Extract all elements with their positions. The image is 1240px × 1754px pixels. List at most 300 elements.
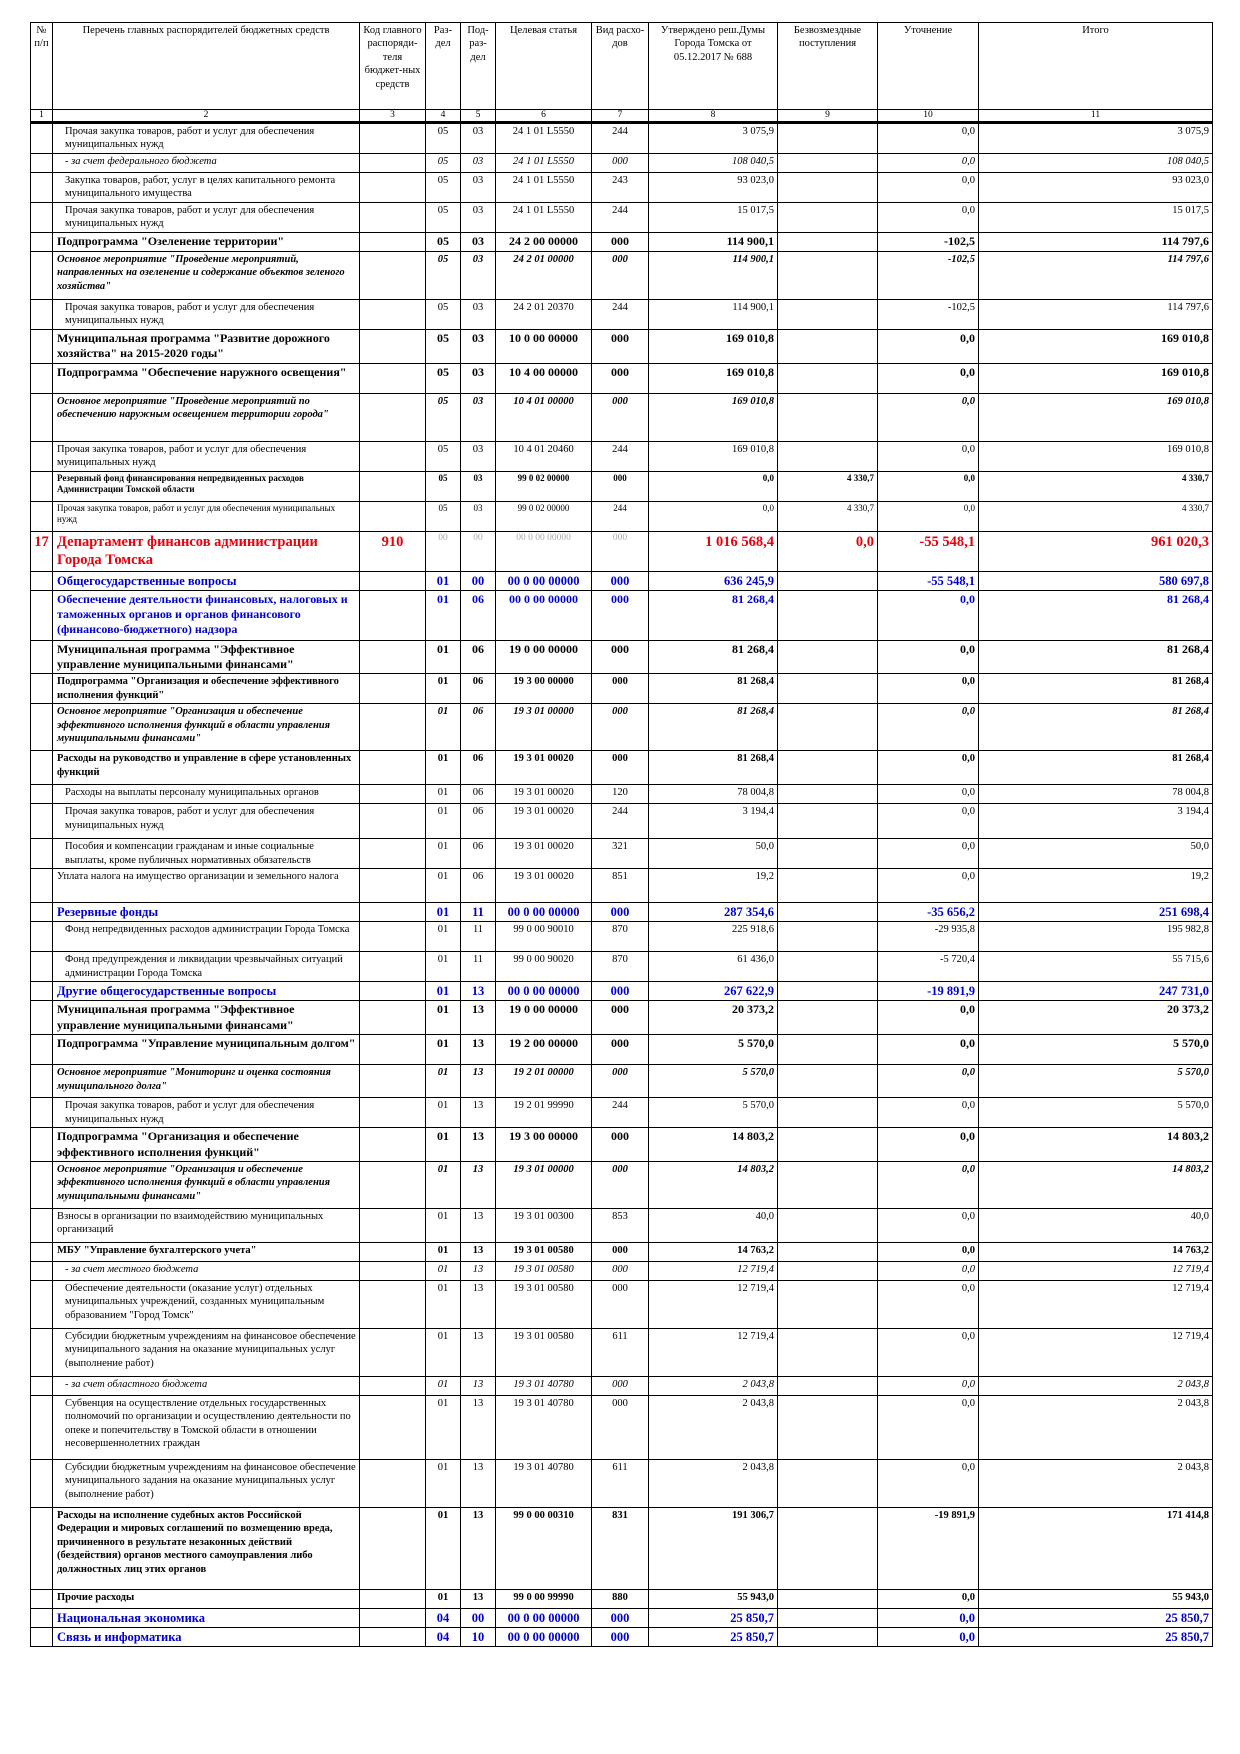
section-code: 01 [426, 1328, 461, 1376]
subsection-code: 13 [461, 1589, 496, 1608]
grant-receipts [778, 804, 878, 839]
adjustment-amount: 0,0 [878, 640, 979, 674]
subsection-code: 13 [461, 1376, 496, 1395]
grant-receipts [778, 1208, 878, 1242]
chief-code [360, 952, 426, 982]
header-cell: Утверждено реш.Думы Города Томска от 05.12.2017 № 688 [649, 23, 778, 110]
approved-amount: 108 040,5 [649, 154, 778, 173]
target-article: 19 2 00 00000 [496, 1035, 592, 1065]
approved-amount: 40,0 [649, 1208, 778, 1242]
grant-receipts [778, 441, 878, 471]
chief-code [360, 1459, 426, 1507]
grant-receipts [778, 1261, 878, 1280]
table-row [31, 1098, 1213, 1128]
section-code: 05 [426, 393, 461, 441]
grant-receipts [778, 571, 878, 590]
subsection-code: 10 [461, 1627, 496, 1646]
header-cell: Перечень главных распорядителей бюджетных средств [53, 23, 360, 110]
row-number [31, 1128, 53, 1162]
section-code: 00 [426, 531, 461, 571]
section-code: 05 [426, 363, 461, 393]
section-code: 01 [426, 751, 461, 785]
total-amount: 5 570,0 [979, 1098, 1213, 1128]
table-row [31, 1065, 1213, 1098]
total-amount: 93 023,0 [979, 173, 1213, 203]
chief-code [360, 590, 426, 640]
table-row [31, 922, 1213, 952]
section-code: 04 [426, 1608, 461, 1627]
chief-code [360, 869, 426, 903]
expense-type: 000 [592, 363, 649, 393]
adjustment-amount: 0,0 [878, 1608, 979, 1627]
chief-code [360, 804, 426, 839]
approved-amount: 2 043,8 [649, 1459, 778, 1507]
section-code: 01 [426, 1280, 461, 1328]
subsection-code: 13 [461, 1280, 496, 1328]
section-code: 05 [426, 330, 461, 364]
table-row [31, 1208, 1213, 1242]
expense-type: 244 [592, 1098, 649, 1128]
grant-receipts [778, 1001, 878, 1035]
table-row [31, 571, 1213, 590]
subsection-code: 06 [461, 751, 496, 785]
approved-amount: 14 803,2 [649, 1128, 778, 1162]
approved-amount: 169 010,8 [649, 330, 778, 364]
chief-code [360, 571, 426, 590]
expense-type: 244 [592, 123, 649, 154]
expense-type: 000 [592, 640, 649, 674]
chief-code [360, 1280, 426, 1328]
total-amount: 114 797,6 [979, 300, 1213, 330]
target-article: 19 3 01 00020 [496, 751, 592, 785]
expense-type: 611 [592, 1459, 649, 1507]
row-number [31, 1328, 53, 1376]
row-number [31, 1589, 53, 1608]
total-amount: 55 943,0 [979, 1589, 1213, 1608]
section-code: 01 [426, 982, 461, 1001]
grant-receipts [778, 1507, 878, 1589]
grant-receipts [778, 922, 878, 952]
expense-type: 000 [592, 233, 649, 252]
approved-amount: 287 354,6 [649, 903, 778, 922]
expense-type: 000 [592, 1376, 649, 1395]
column-number: 4 [426, 110, 461, 123]
total-amount: 4 330,7 [979, 501, 1213, 531]
table-row [31, 1395, 1213, 1459]
approved-amount: 114 900,1 [649, 233, 778, 252]
chief-code [360, 922, 426, 952]
subsection-code: 13 [461, 1208, 496, 1242]
approved-amount: 191 306,7 [649, 1507, 778, 1589]
subsection-code: 11 [461, 903, 496, 922]
column-number: 3 [360, 110, 426, 123]
chief-code [360, 1608, 426, 1627]
chief-code [360, 1098, 426, 1128]
row-name: Закупка товаров, работ, услуг в целях капитального ремонта муниципального имущества [53, 173, 360, 203]
approved-amount: 93 023,0 [649, 173, 778, 203]
table-row [31, 869, 1213, 903]
total-amount: 2 043,8 [979, 1395, 1213, 1459]
subsection-code: 13 [461, 1261, 496, 1280]
subsection-code: 13 [461, 1161, 496, 1208]
grant-receipts [778, 982, 878, 1001]
total-amount: 169 010,8 [979, 363, 1213, 393]
subsection-code: 03 [461, 173, 496, 203]
table-row [31, 1001, 1213, 1035]
row-number: 17 [31, 531, 53, 571]
section-code: 01 [426, 952, 461, 982]
expense-type: 870 [592, 922, 649, 952]
section-code: 01 [426, 1459, 461, 1507]
total-amount: 3 075,9 [979, 123, 1213, 154]
expense-type: 244 [592, 804, 649, 839]
row-number [31, 1242, 53, 1261]
section-code: 01 [426, 1376, 461, 1395]
grant-receipts [778, 1376, 878, 1395]
adjustment-amount: 0,0 [878, 393, 979, 441]
section-code: 05 [426, 203, 461, 233]
table-row [31, 1161, 1213, 1208]
total-amount: 81 268,4 [979, 590, 1213, 640]
adjustment-amount: 0,0 [878, 330, 979, 364]
row-name: Муниципальная программа "Эффективное управление муниципальными финансами" [53, 640, 360, 674]
approved-amount: 114 900,1 [649, 300, 778, 330]
total-amount: 5 570,0 [979, 1065, 1213, 1098]
adjustment-amount: 0,0 [878, 1261, 979, 1280]
section-code: 05 [426, 123, 461, 154]
chief-code [360, 233, 426, 252]
approved-amount: 0,0 [649, 501, 778, 531]
target-article: 10 4 00 00000 [496, 363, 592, 393]
row-number [31, 1459, 53, 1507]
adjustment-amount: 0,0 [878, 471, 979, 501]
total-amount: 25 850,7 [979, 1608, 1213, 1627]
adjustment-amount: 0,0 [878, 839, 979, 869]
adjustment-amount: -19 891,9 [878, 1507, 979, 1589]
header-cell: Безвозмездные поступления [778, 23, 878, 110]
section-code: 01 [426, 1395, 461, 1459]
adjustment-amount: -19 891,9 [878, 982, 979, 1001]
chief-code [360, 1161, 426, 1208]
expense-type: 000 [592, 982, 649, 1001]
table-row [31, 1589, 1213, 1608]
expense-type: 000 [592, 1065, 649, 1098]
subsection-code: 00 [461, 571, 496, 590]
row-name: Основное мероприятие "Организация и обеспечение эффективного исполнения функций в области управления муниципальными финансами" [53, 1161, 360, 1208]
table-row [31, 173, 1213, 203]
grant-receipts [778, 1161, 878, 1208]
target-article: 10 0 00 00000 [496, 330, 592, 364]
total-amount: 108 040,5 [979, 154, 1213, 173]
table-row [31, 330, 1213, 364]
chief-code [360, 839, 426, 869]
approved-amount: 636 245,9 [649, 571, 778, 590]
grant-receipts [778, 363, 878, 393]
approved-amount: 0,0 [649, 471, 778, 501]
adjustment-amount: 0,0 [878, 173, 979, 203]
subsection-code: 00 [461, 1608, 496, 1627]
total-amount: 169 010,8 [979, 441, 1213, 471]
total-amount: 247 731,0 [979, 982, 1213, 1001]
table-row [31, 363, 1213, 393]
subsection-code: 03 [461, 363, 496, 393]
adjustment-amount: -102,5 [878, 233, 979, 252]
target-article: 00 0 00 00000 [496, 1608, 592, 1627]
approved-amount: 5 570,0 [649, 1098, 778, 1128]
chief-code [360, 123, 426, 154]
target-article: 19 3 01 40780 [496, 1376, 592, 1395]
approved-amount: 14 763,2 [649, 1242, 778, 1261]
row-number [31, 674, 53, 704]
row-number [31, 590, 53, 640]
row-name: Подпрограмма "Организация и обеспечение эффективного исполнения функций" [53, 1128, 360, 1162]
adjustment-amount: 0,0 [878, 1161, 979, 1208]
row-number [31, 1065, 53, 1098]
adjustment-amount: -55 548,1 [878, 531, 979, 571]
row-name: Муниципальная программа "Развитие дорожного хозяйства" на 2015-2020 годы" [53, 330, 360, 364]
section-code: 01 [426, 1242, 461, 1261]
row-name: Прочая закупка товаров, работ и услуг для обеспечения муниципальных нужд [53, 123, 360, 154]
header-cell: Раз-дел [426, 23, 461, 110]
section-code: 05 [426, 441, 461, 471]
grant-receipts [778, 839, 878, 869]
table-row [31, 252, 1213, 300]
total-amount: 78 004,8 [979, 785, 1213, 804]
table-row [31, 1242, 1213, 1261]
grant-receipts: 4 330,7 [778, 471, 878, 501]
total-amount: 2 043,8 [979, 1459, 1213, 1507]
section-code: 05 [426, 173, 461, 203]
row-number [31, 571, 53, 590]
target-article: 00 0 00 00000 [496, 571, 592, 590]
total-amount: 14 803,2 [979, 1161, 1213, 1208]
target-article: 19 0 00 00000 [496, 640, 592, 674]
row-number [31, 203, 53, 233]
column-number: 10 [878, 110, 979, 123]
adjustment-amount: 0,0 [878, 1065, 979, 1098]
adjustment-amount: 0,0 [878, 704, 979, 751]
chief-code [360, 640, 426, 674]
subsection-code: 06 [461, 640, 496, 674]
adjustment-amount: -29 935,8 [878, 922, 979, 952]
table-row [31, 982, 1213, 1001]
expense-type: 000 [592, 252, 649, 300]
header-cell: Уточнение [878, 23, 979, 110]
chief-code [360, 1376, 426, 1395]
expense-type: 851 [592, 869, 649, 903]
approved-amount: 169 010,8 [649, 393, 778, 441]
expense-type: 880 [592, 1589, 649, 1608]
expense-type: 244 [592, 203, 649, 233]
approved-amount: 81 268,4 [649, 590, 778, 640]
subsection-code: 13 [461, 1395, 496, 1459]
target-article: 10 4 01 00000 [496, 393, 592, 441]
grant-receipts [778, 674, 878, 704]
target-article: 19 3 01 40780 [496, 1459, 592, 1507]
expense-type: 000 [592, 704, 649, 751]
row-name: Взносы в организации по взаимодействию муниципальных организаций [53, 1208, 360, 1242]
row-name: Резервные фонды [53, 903, 360, 922]
row-number [31, 704, 53, 751]
adjustment-amount: 0,0 [878, 869, 979, 903]
adjustment-amount: 0,0 [878, 785, 979, 804]
section-code: 01 [426, 1128, 461, 1162]
row-name: Общегосударственные вопросы [53, 571, 360, 590]
table-row [31, 1128, 1213, 1162]
approved-amount: 25 850,7 [649, 1627, 778, 1646]
chief-code [360, 154, 426, 173]
row-name: Пособия и компенсации гражданам и иные социальные выплаты, кроме публичных нормативных обязательств [53, 839, 360, 869]
row-number [31, 471, 53, 501]
total-amount: 81 268,4 [979, 751, 1213, 785]
adjustment-amount: 0,0 [878, 1035, 979, 1065]
table-row [31, 804, 1213, 839]
target-article: 24 1 01 L5550 [496, 123, 592, 154]
target-article: 24 2 01 00000 [496, 252, 592, 300]
grant-receipts: 0,0 [778, 531, 878, 571]
chief-code [360, 1035, 426, 1065]
total-amount: 961 020,3 [979, 531, 1213, 571]
total-amount: 12 719,4 [979, 1328, 1213, 1376]
subsection-code: 03 [461, 123, 496, 154]
chief-code [360, 363, 426, 393]
row-name: Прочая закупка товаров, работ и услуг для обеспечения муниципальных нужд [53, 804, 360, 839]
section-code: 01 [426, 1001, 461, 1035]
chief-code [360, 751, 426, 785]
grant-receipts [778, 203, 878, 233]
grant-receipts [778, 903, 878, 922]
row-name: Фонд непредвиденных расходов администрации Города Томска [53, 922, 360, 952]
adjustment-amount: 0,0 [878, 123, 979, 154]
row-number [31, 1261, 53, 1280]
chief-code [360, 203, 426, 233]
total-amount: 169 010,8 [979, 330, 1213, 364]
row-name: Подпрограмма "Озеленение территории" [53, 233, 360, 252]
target-article: 00 0 00 00000 [496, 982, 592, 1001]
approved-amount: 12 719,4 [649, 1328, 778, 1376]
grant-receipts [778, 1098, 878, 1128]
target-article: 24 1 01 L5550 [496, 173, 592, 203]
subsection-code: 03 [461, 233, 496, 252]
table-row [31, 203, 1213, 233]
target-article: 00 0 00 00000 [496, 903, 592, 922]
section-code: 01 [426, 1161, 461, 1208]
section-code: 01 [426, 785, 461, 804]
section-code: 01 [426, 839, 461, 869]
total-amount: 14 803,2 [979, 1128, 1213, 1162]
adjustment-amount: 0,0 [878, 1208, 979, 1242]
target-article: 19 3 01 00580 [496, 1242, 592, 1261]
approved-amount: 3 075,9 [649, 123, 778, 154]
row-number [31, 1608, 53, 1627]
expense-type: 000 [592, 590, 649, 640]
table-row [31, 1376, 1213, 1395]
row-name: Расходы на исполнение судебных актов Российской Федерации и мировых соглашений по возмещению вреда, причиненного в результате незаконных действий (бездействия) органов местного самоуправления либо должностных лиц этих органов [53, 1507, 360, 1589]
section-code: 01 [426, 571, 461, 590]
total-amount: 4 330,7 [979, 471, 1213, 501]
subsection-code: 13 [461, 982, 496, 1001]
table-row [31, 839, 1213, 869]
row-name: Субсидии бюджетным учреждениям на финансовое обеспечение муниципального задания на оказание муниципальных услуг (выполнение работ) [53, 1328, 360, 1376]
column-number-row [31, 110, 1213, 123]
row-number [31, 751, 53, 785]
table-row [31, 233, 1213, 252]
approved-amount: 14 803,2 [649, 1161, 778, 1208]
section-code: 01 [426, 869, 461, 903]
subsection-code: 06 [461, 704, 496, 751]
expense-type: 000 [592, 903, 649, 922]
table-row [31, 471, 1213, 501]
row-name: Резервный фонд финансирования непредвиденных расходов Администрации Томской области [53, 471, 360, 501]
subsection-code: 13 [461, 1098, 496, 1128]
grant-receipts [778, 1128, 878, 1162]
expense-type: 000 [592, 1395, 649, 1459]
target-article: 00 0 00 00000 [496, 1627, 592, 1646]
subsection-code: 13 [461, 1065, 496, 1098]
target-article: 19 3 01 00580 [496, 1261, 592, 1280]
table-row [31, 441, 1213, 471]
expense-type: 000 [592, 674, 649, 704]
subsection-code: 13 [461, 1128, 496, 1162]
table-row [31, 123, 1213, 154]
section-code: 01 [426, 640, 461, 674]
expense-type: 611 [592, 1328, 649, 1376]
chief-code [360, 1328, 426, 1376]
section-code: 04 [426, 1627, 461, 1646]
header-cell: № п/п [31, 23, 53, 110]
subsection-code: 11 [461, 922, 496, 952]
expense-type: 000 [592, 1608, 649, 1627]
header-cell: Целевая статья [496, 23, 592, 110]
row-name: Связь и информатика [53, 1627, 360, 1646]
target-article: 24 2 01 20370 [496, 300, 592, 330]
target-article: 00 0 00 00000 [496, 590, 592, 640]
total-amount: 580 697,8 [979, 571, 1213, 590]
expense-type: 000 [592, 531, 649, 571]
adjustment-amount: 0,0 [878, 1280, 979, 1328]
row-name: Прочая закупка товаров, работ и услуг для обеспечения муниципальных нужд [53, 203, 360, 233]
subsection-code: 03 [461, 393, 496, 441]
row-name: Субвенция на осуществление отдельных государственных полномочий по организации и осуществлению деятельности по опеке и попечительству в Томской области в отношении несовершеннолетних граждан [53, 1395, 360, 1459]
grant-receipts [778, 173, 878, 203]
approved-amount: 25 850,7 [649, 1608, 778, 1627]
adjustment-amount: -35 656,2 [878, 903, 979, 922]
row-name: Основное мероприятие "Организация и обеспечение эффективного исполнения функций в области управления муниципальными финансами" [53, 704, 360, 751]
adjustment-amount: 0,0 [878, 441, 979, 471]
target-article: 99 0 00 90020 [496, 952, 592, 982]
row-name: Фонд предупреждения и ликвидации чрезвычайных ситуаций администрации Города Томска [53, 952, 360, 982]
table-row [31, 1328, 1213, 1376]
total-amount: 195 982,8 [979, 922, 1213, 952]
subsection-code: 13 [461, 1328, 496, 1376]
target-article: 19 3 01 00000 [496, 1161, 592, 1208]
grant-receipts [778, 233, 878, 252]
row-number [31, 982, 53, 1001]
expense-type: 000 [592, 1035, 649, 1065]
approved-amount: 81 268,4 [649, 640, 778, 674]
approved-amount: 19,2 [649, 869, 778, 903]
chief-code [360, 441, 426, 471]
grant-receipts [778, 640, 878, 674]
table-row [31, 640, 1213, 674]
target-article: 24 1 01 L5550 [496, 203, 592, 233]
row-name: МБУ "Управление бухгалтерского учета" [53, 1242, 360, 1261]
subsection-code: 03 [461, 441, 496, 471]
grant-receipts [778, 300, 878, 330]
section-code: 01 [426, 1589, 461, 1608]
subsection-code: 06 [461, 785, 496, 804]
subsection-code: 03 [461, 154, 496, 173]
